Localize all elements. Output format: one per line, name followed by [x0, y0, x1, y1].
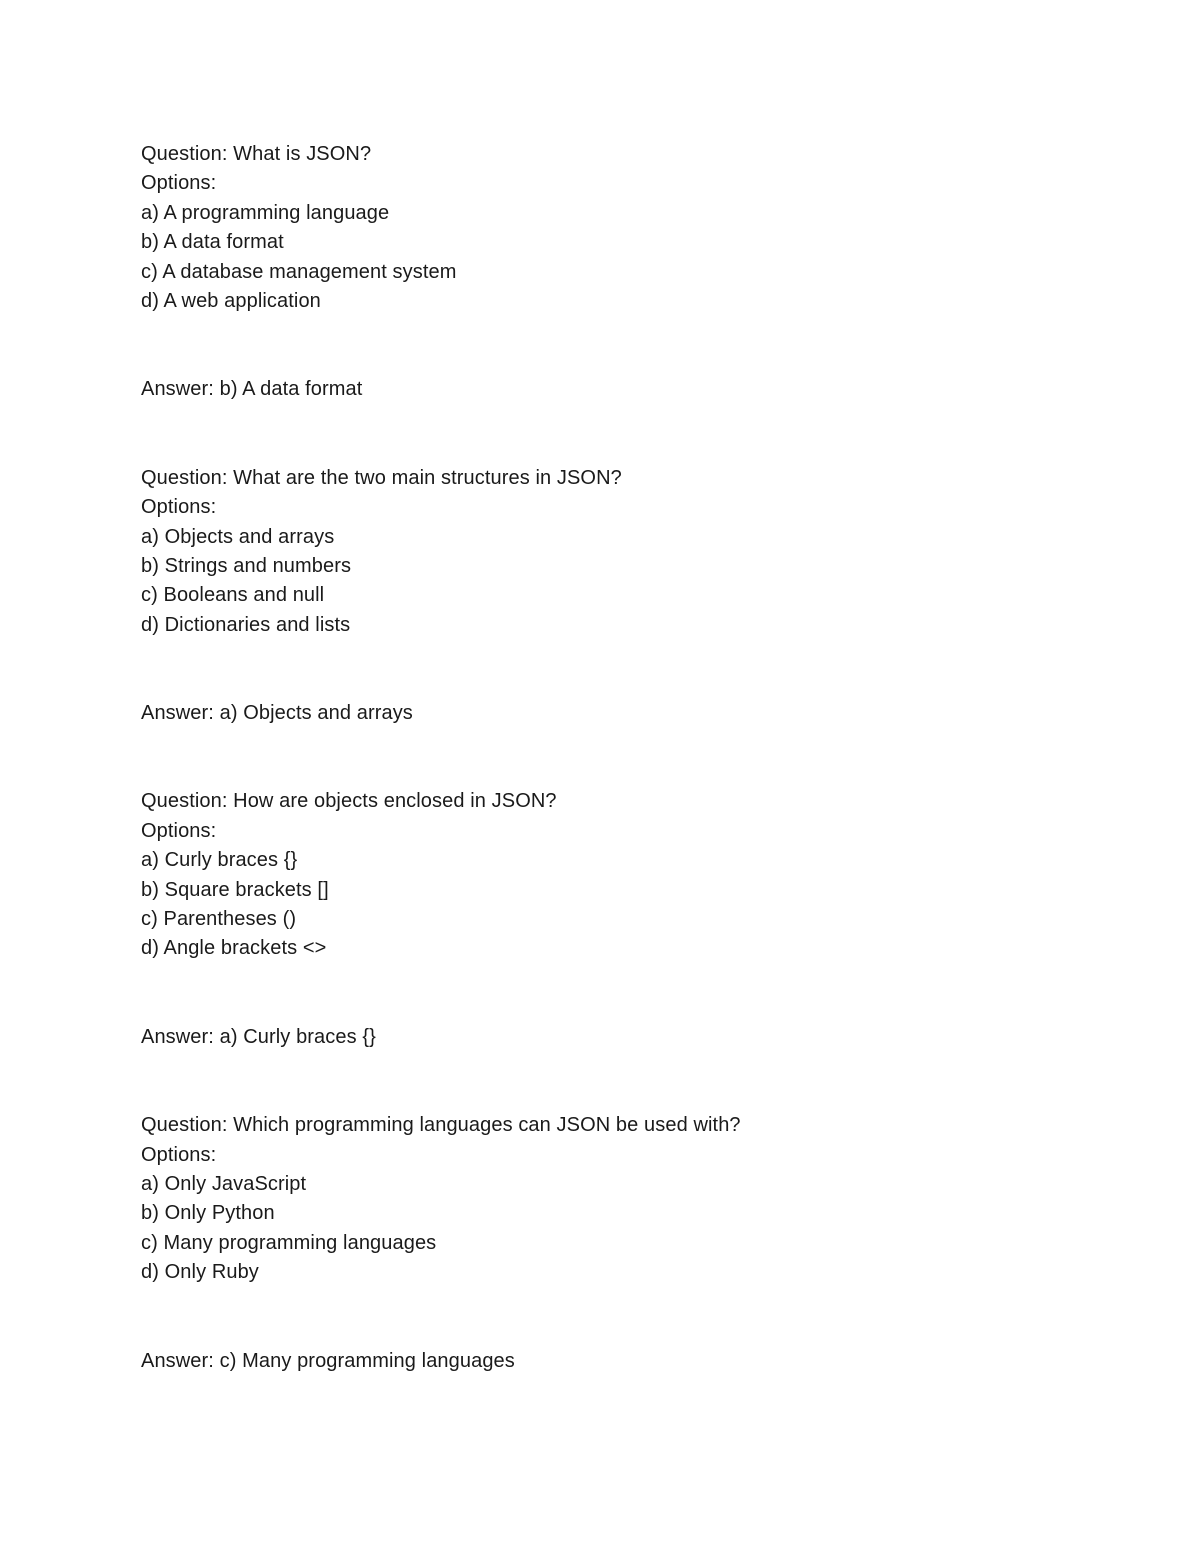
- option-a: a) A programming language: [141, 201, 390, 224]
- question-text: Question: What is JSON?: [141, 143, 372, 165]
- document-body: [141, 140, 1141, 1435]
- option-a: a) Only JavaScript: [141, 1172, 307, 1195]
- options-label: Options:: [141, 496, 217, 519]
- option-c: c) Parentheses (): [141, 908, 297, 931]
- option-a: a) Curly braces {}: [141, 849, 298, 872]
- options-label: Options:: [141, 1143, 217, 1166]
- option-c: c) A database management system: [141, 260, 457, 283]
- option-c: c) Many programming languages: [141, 1231, 437, 1254]
- answer-text: Answer: a) Objects and arrays: [141, 702, 413, 725]
- question-block-2: [141, 464, 1141, 729]
- answer-text: Answer: b) A data format: [141, 378, 363, 401]
- option-b: b) Square brackets []: [141, 878, 329, 901]
- answer-text: Answer: a) Curly braces {}: [141, 1025, 376, 1048]
- option-d: d) A web application: [141, 289, 321, 312]
- options-label: Options:: [141, 172, 217, 195]
- option-d: d) Only Ruby: [141, 1261, 259, 1284]
- option-d: d) Dictionaries and lists: [141, 613, 351, 636]
- option-b: b) Only Python: [141, 1202, 275, 1225]
- option-b: b) Strings and numbers: [141, 554, 352, 577]
- option-a: a) Objects and arrays: [141, 525, 335, 548]
- option-b: b) A data format: [141, 231, 284, 254]
- question-block-4: [141, 1111, 1141, 1376]
- question-block-1: [141, 140, 1141, 405]
- options-label: Options:: [141, 819, 217, 842]
- question-text: Question: What are the two main structures in JSON?: [141, 466, 622, 489]
- answer-text: Answer: c) Many programming languages: [141, 1349, 515, 1372]
- question-text: Question: Which programming languages can JSON be used with?: [141, 1114, 741, 1137]
- option-d: d) Angle brackets <>: [141, 937, 327, 960]
- option-c: c) Booleans and null: [141, 584, 325, 607]
- question-block-3: [141, 787, 1141, 1052]
- question-text: Question: How are objects enclosed in JSON?: [141, 790, 557, 813]
